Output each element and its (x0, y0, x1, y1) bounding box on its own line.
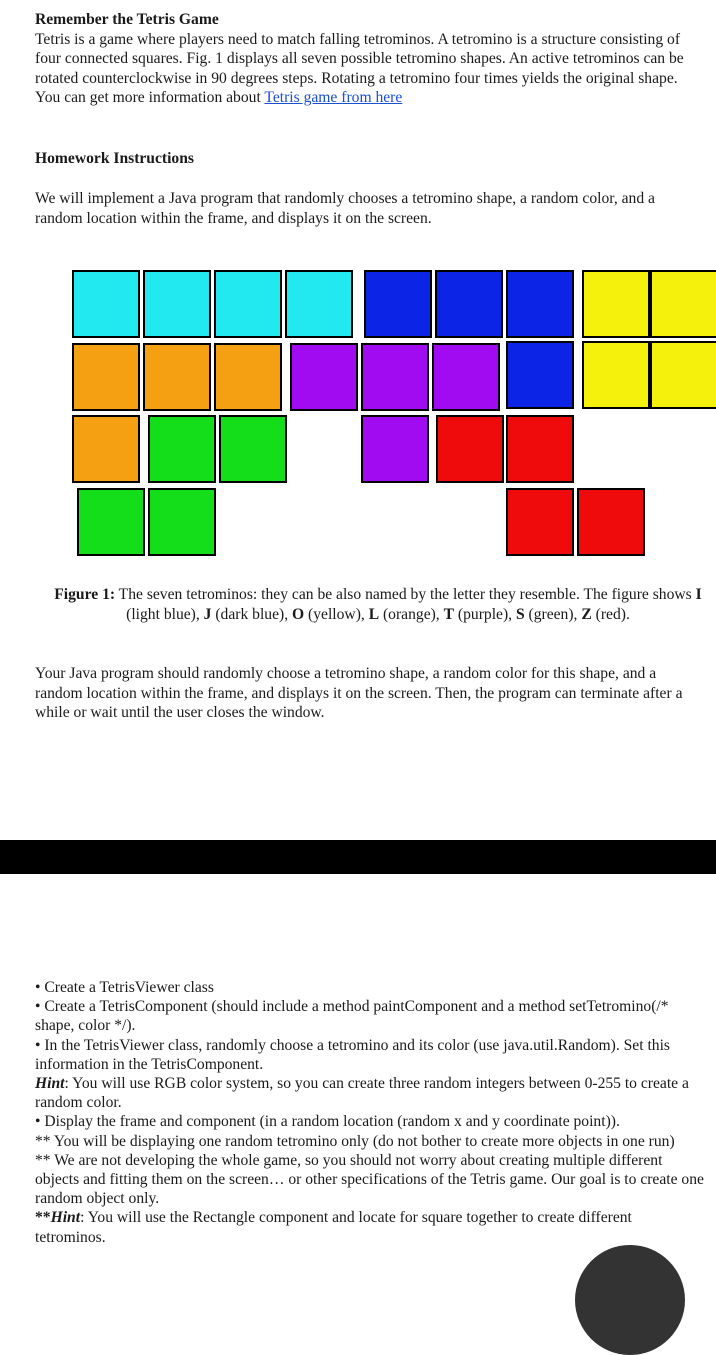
caption-desc-l: (orange), (379, 605, 444, 623)
hint-label: Hint (35, 1075, 65, 1093)
list-item: • Create a TetrisComponent (should include a method paintComponent and a method setTetromino(/* shape, color */). (35, 998, 669, 1035)
section-title: Remember the Tetris Game (35, 11, 219, 28)
o-block (582, 341, 650, 409)
tetris-link[interactable]: Tetris game from here (264, 89, 403, 106)
i-block (143, 270, 211, 338)
j-block (506, 341, 574, 409)
l-block (72, 415, 140, 483)
hint-item (35, 1208, 705, 1246)
figure-caption (40, 585, 716, 624)
tetromino-figure (72, 270, 716, 562)
instructions-list (35, 978, 705, 1247)
z-block (577, 488, 645, 556)
hint-label: Hint (50, 1209, 81, 1227)
caption-desc-s: (green), (524, 605, 582, 623)
o-block (650, 341, 716, 409)
floating-action-button[interactable] (575, 1245, 685, 1355)
o-block (582, 270, 650, 338)
z-block (436, 415, 504, 483)
hint-prefix: ** (35, 1209, 51, 1227)
i-block (72, 270, 140, 338)
homework-title: Homework Instructions (35, 150, 194, 167)
caption-desc-j: (dark blue), (211, 605, 293, 623)
s-block (148, 415, 216, 483)
caption-letter-t: T (443, 605, 455, 623)
caption-letter-s: S (515, 605, 525, 623)
list-item: • Display the frame and component (in a random location (random x and y coordinate point)). (35, 1113, 620, 1131)
l-block (214, 343, 282, 411)
list-item: ** You will be displaying one random tetromino only (do not bother to create more objects in one run) (35, 1132, 675, 1150)
caption-letter-i: I (695, 586, 702, 603)
t-block (290, 343, 358, 411)
s-block (219, 415, 287, 483)
intro-text: Tetris is a game where players need to match falling tetrominos. A tetromino is a structure consisting of four connected squares. Fig. 1 displays all seven possible tetromino shapes. An active tetrominos can be rotated counterclockwise in 90 degrees steps. Rotating a tetromino four times yields the original shape. You can get more information about (35, 30, 684, 106)
t-block (361, 343, 429, 411)
t-block (361, 415, 429, 483)
s-block (77, 488, 145, 556)
l-block (143, 343, 211, 411)
caption-desc-i: (light blue), (126, 605, 204, 623)
caption-text: The seven tetrominos: they can be also named by the letter they resemble. The figure shows (115, 586, 696, 603)
caption-desc-t: (purple), (454, 605, 516, 623)
t-block (432, 343, 500, 411)
caption-desc-z: (red). (591, 605, 630, 623)
z-block (506, 415, 574, 483)
caption-letter-l: L (368, 605, 380, 623)
z-block (506, 488, 574, 556)
o-block (650, 270, 716, 338)
intro-section (35, 10, 701, 108)
caption-letter-z: Z (581, 605, 592, 623)
caption-letter-o: O (292, 605, 305, 623)
j-block (506, 270, 574, 338)
intro-paragraph (35, 30, 701, 108)
list-item: ** We are not developing the whole game, so you should not worry about creating multiple different objects and fitting them on the screen… or other specifications of the Tetris game. Our goal is to create one random object only. (35, 1151, 704, 1208)
caption-label: Figure 1: (54, 586, 116, 603)
list-item: • In the TetrisViewer class, randomly choose a tetromino and its color (use java.util.Random). Set this information in the TetrisComponent. (35, 1036, 670, 1073)
hint-text: : You will use RGB color system, so you can create three random integers between 0-255 to create a random color. (35, 1075, 689, 1112)
i-block (285, 270, 353, 338)
s-block (148, 488, 216, 556)
hint-item (35, 1074, 705, 1112)
i-block (214, 270, 282, 338)
list-item: • Create a TetrisViewer class (35, 979, 214, 996)
caption-letter-j: J (203, 605, 212, 623)
homework-paragraph: We will implement a Java program that randomly chooses a tetromino shape, a random color, and a random location within the frame, and displays it on the screen. (35, 190, 655, 227)
j-block (435, 270, 503, 338)
program-paragraph: Your Java program should randomly choose a tetromino shape, a random color for this shape, and a random location within the frame, and displays it on the screen. Then, the program can terminate after a while or wait until the user closes the window. (35, 665, 683, 721)
hint-text: : You will use the Rectangle component and locate for square together to create different tetrominos. (35, 1209, 632, 1246)
homework-section (35, 149, 701, 169)
l-block (72, 343, 140, 411)
separator-bar (0, 840, 716, 874)
j-block (364, 270, 432, 338)
caption-desc-o: (yellow), (304, 605, 369, 623)
